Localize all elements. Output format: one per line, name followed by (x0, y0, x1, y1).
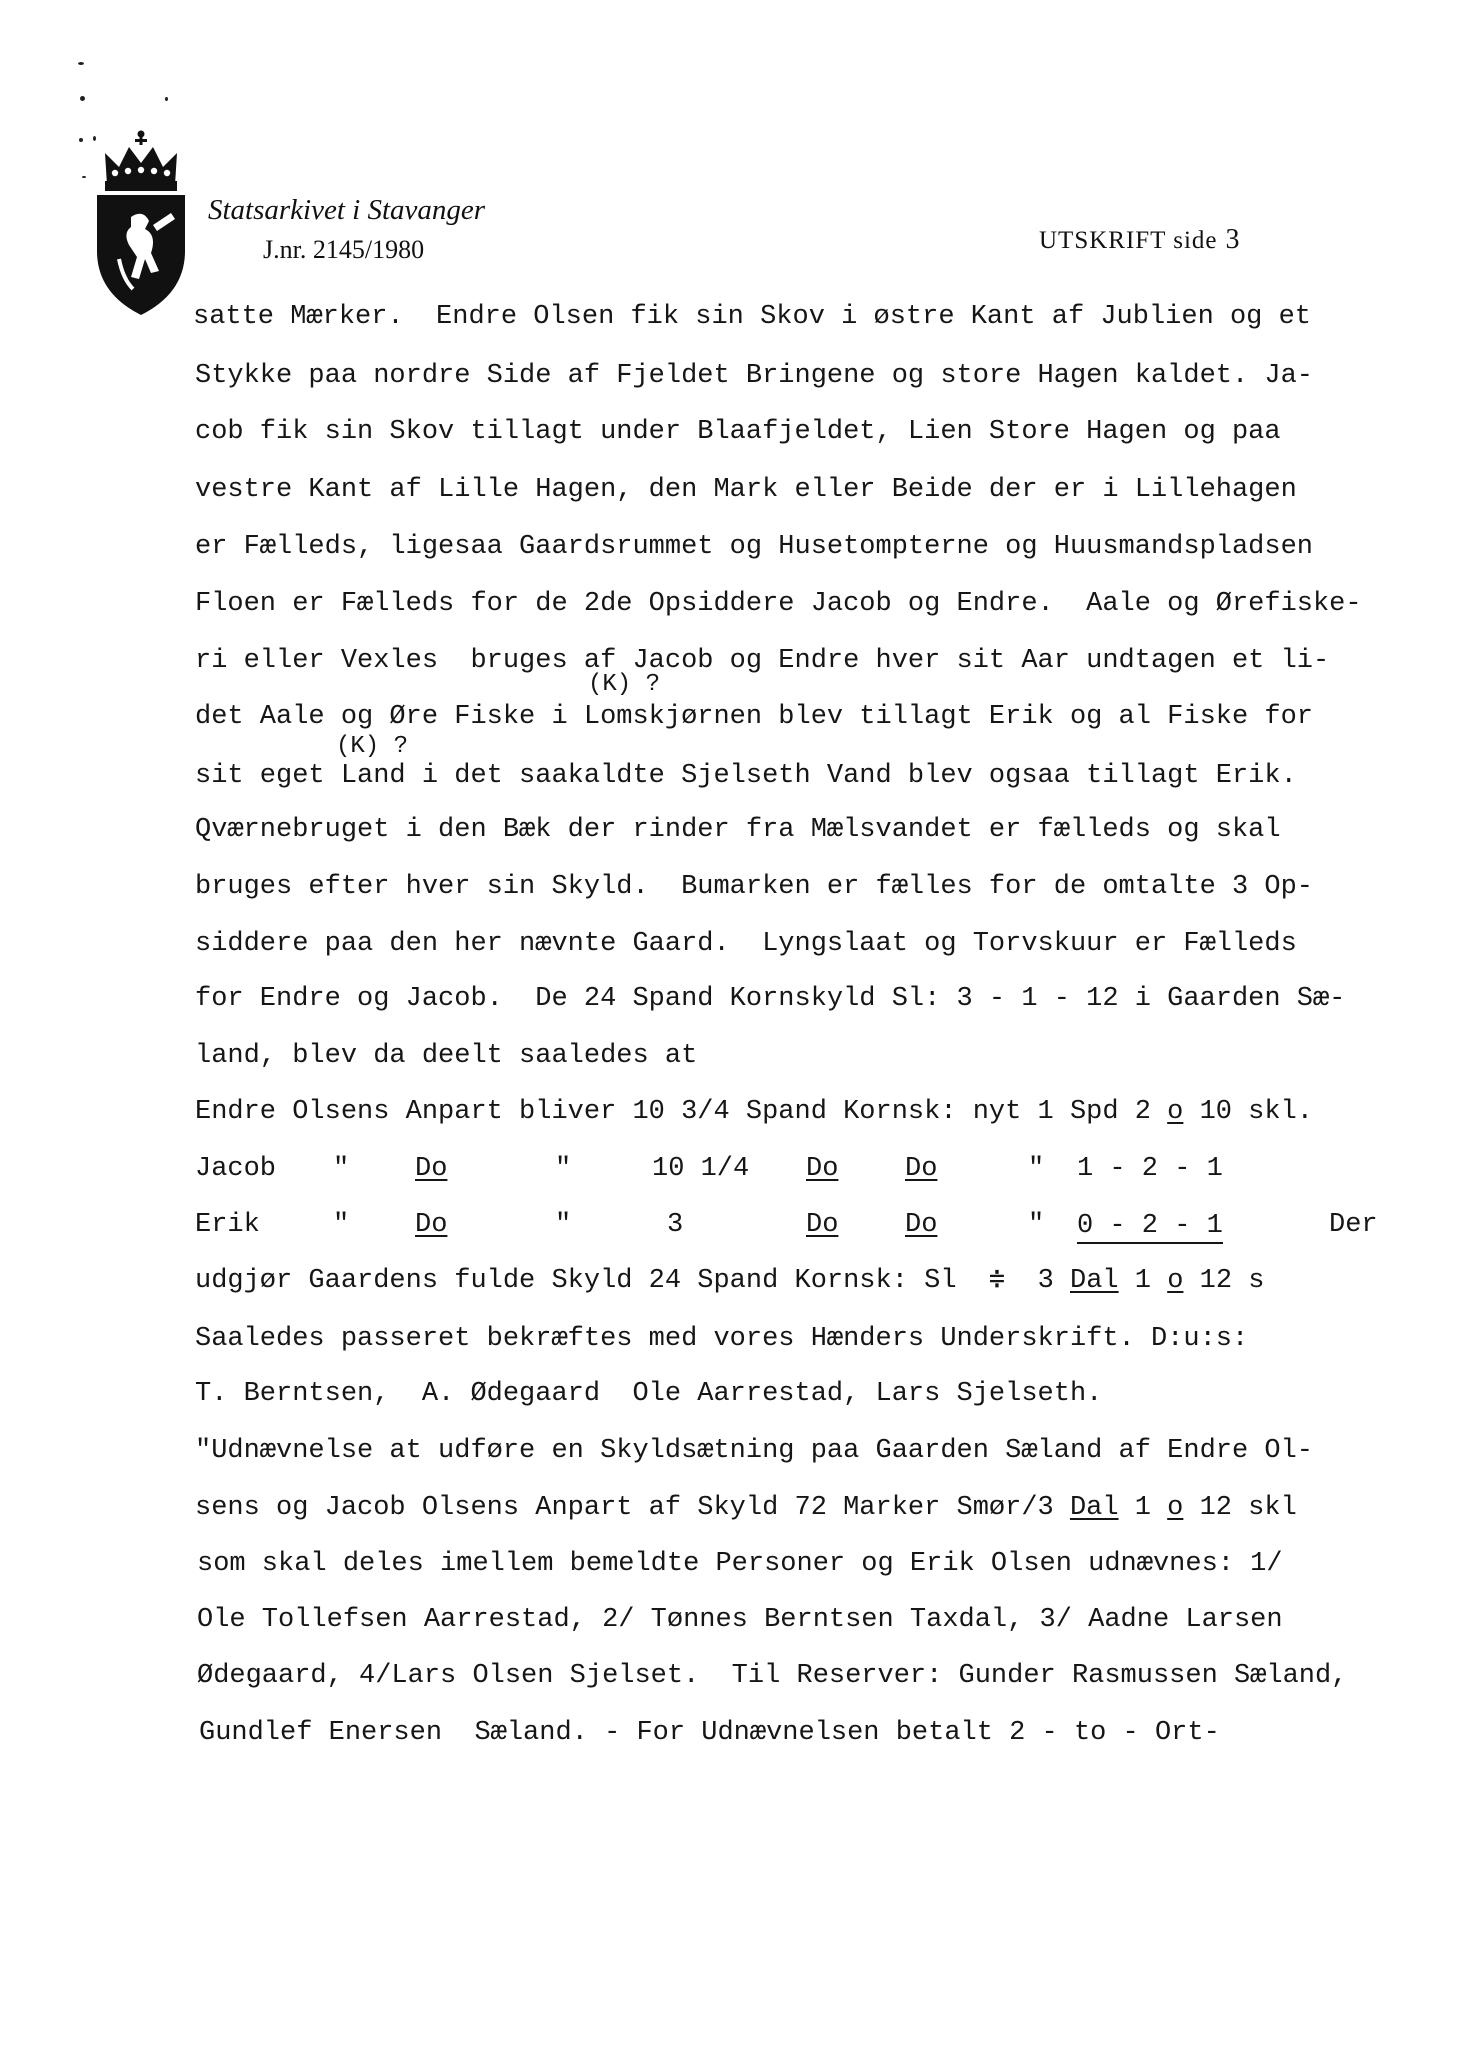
text-line: bruges efter hver sin Skyld. Bumarken er fælles for de omtalte 3 Op- (195, 872, 1313, 902)
total-text: udgjør Gaardens fulde Skyld 24 Spand Kornsk: Sl ≑ 3 (195, 1266, 1070, 1296)
page-header (1039, 224, 1241, 256)
anpart-line-endre (195, 1099, 1313, 1126)
text-line: vestre Kant af Lille Hagen, den Mark eller Beide der er i Lillehagen (195, 475, 1297, 505)
value: 1 - 2 - 1 (1077, 1154, 1223, 1184)
do-abbrev: Do (415, 1154, 448, 1184)
interlinear-note: (K) ? (588, 671, 661, 698)
ditto-mark: " (1028, 1154, 1045, 1184)
text-line: "Udnævnelse at udføre en Skyldsætning paa Gaarden Sæland af Endre Ol- (195, 1436, 1313, 1466)
total-text: 1 (1118, 1266, 1168, 1296)
amount: 10 1/4 (652, 1154, 750, 1184)
do-abbrev: Do (806, 1154, 839, 1184)
row-name: Jacob (195, 1154, 277, 1184)
text-line: Floen er Fælleds for de 2de Opsiddere Jacob og Endre. Aale og Ørefiske- (195, 589, 1362, 619)
text-line: for Endre og Jacob. De 24 Spand Kornskyld Sl: 3 - 1 - 12 i Gaarden Sæ- (195, 984, 1346, 1014)
text-line: land, blev da deelt saaledes at (195, 1041, 698, 1071)
text-line: Saaledes passeret bekræftes med vores Hænders Underskrift. D:u:s: (195, 1324, 1249, 1354)
text-line: Ødegaard, 4/Lars Olsen Sjelset. Til Reserver: Gunder Rasmussen Sæland, (197, 1661, 1348, 1691)
utskrift-label: UTSKRIFT side (1039, 227, 1218, 254)
text-line: satte Mærker. Endre Olsen fik sin Skov i østre Kant af Jublien og et (193, 302, 1311, 332)
do-abbrev: Do (905, 1154, 938, 1184)
text-line: er Fælleds, ligesaa Gaardsrummet og Husetompterne og Huusmandspladsen (195, 532, 1313, 562)
dal-abbrev: Dal (1069, 1493, 1119, 1523)
smor-line (195, 1495, 1297, 1522)
text-line: Gundlef Enersen Sæland. - For Udnævnelsen betalt 2 - to - Ort- (199, 1718, 1220, 1748)
text-line: Ole Tollefsen Aarrestad, 2/ Tønnes Berntsen Taxdal, 3/ Aadne Larsen (197, 1605, 1283, 1635)
text-line: ri eller Vexles bruges af Jacob og Endre hver sit Aar undtagen et li- (195, 646, 1330, 676)
value-sum: 0 - 2 - 1 (1077, 1212, 1223, 1244)
total-line (195, 1268, 1264, 1295)
crowned-lion-shield-icon (93, 129, 189, 319)
institution-name: Statsarkivet i Stavanger (208, 194, 486, 226)
anpart-text: 10 skl. (1183, 1097, 1313, 1127)
journal-number: J.nr. 2145/1980 (263, 235, 425, 264)
text-line: cob fik sin Skov tillagt under Blaafjeldet, Lien Store Hagen og paa (195, 417, 1281, 447)
dal-abbrev: Dal (1070, 1266, 1119, 1296)
text-line: T. Berntsen, A. Ødegaard Ole Aarrestad, Lars Sjelseth. (195, 1379, 1103, 1409)
smor-text: sens og Jacob Olsens Anpart af Skyld 72 Marker Smør/3 (195, 1493, 1070, 1523)
ort-mark: o (1167, 1493, 1184, 1523)
text-line: sit eget Land i det saakaldte Sjelseth Vand blev ogsaa tillagt Erik. (195, 761, 1297, 791)
ort-mark: o (1167, 1097, 1184, 1127)
total-text: 12 s (1183, 1266, 1265, 1296)
anpart-text: Endre Olsens Anpart bliver 10 3/4 Spand Kornsk: nyt 1 Spd 2 (195, 1097, 1168, 1127)
text-line: det Aale og Øre Fiske i Lomskjørnen blev tillagt Erik og al Fiske for (195, 702, 1313, 732)
amount: 3 (667, 1210, 684, 1240)
interlinear-note: (K) ? (336, 733, 409, 760)
do-abbrev: Do (806, 1210, 839, 1240)
ditto-mark: " (333, 1210, 350, 1240)
text-line: Qværnebruget i den Bæk der rinder fra Mælsvandet er fælleds og skal (195, 815, 1281, 845)
ditto-mark: " (555, 1154, 572, 1184)
text-line: siddere paa den her nævnte Gaard. Lyngslaat og Torvskuur er Fælleds (195, 929, 1297, 959)
do-abbrev: Do (415, 1210, 448, 1240)
text-line: Stykke paa nordre Side af Fjeldet Bringene og store Hagen kaldet. Ja- (195, 361, 1313, 391)
row-name: Erik (195, 1210, 260, 1240)
ort-mark: o (1167, 1266, 1184, 1296)
ditto-mark: " (1028, 1210, 1045, 1240)
row-tail: Der (1329, 1210, 1378, 1240)
do-abbrev: Do (905, 1210, 938, 1240)
ditto-mark: " (333, 1154, 350, 1184)
ditto-mark: " (555, 1210, 572, 1240)
smor-text: 1 (1118, 1493, 1168, 1523)
text-line: som skal deles imellem bemeldte Personer og Erik Olsen udnævnes: 1/ (197, 1549, 1283, 1579)
page-number: 3 (1225, 224, 1241, 255)
smor-text: 12 skl (1183, 1493, 1297, 1523)
